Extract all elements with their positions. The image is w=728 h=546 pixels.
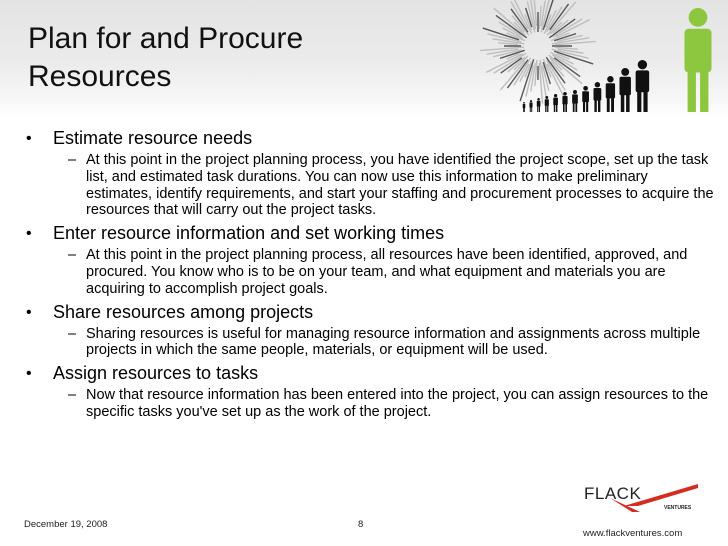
sunburst-illustration	[480, 0, 596, 104]
sunburst-ray	[498, 43, 518, 45]
logo-subtext: VENTURES	[664, 505, 692, 511]
title-line-2: Resources	[28, 60, 172, 93]
bullet-item-2: • Enter resource information and set working times – At this point in the project planning process, all resources have been identified, approved, and procured. You know who is to be on your team, and what equipment and materials you are acquiring to accomplish project goals.	[26, 223, 688, 297]
title-line-1: Plan for and Procure	[28, 22, 304, 55]
person-figure	[523, 102, 526, 112]
person-figure	[537, 98, 541, 112]
bullet-item-3: • Share resources among projects – Sharing resources is useful for managing resource information and assignments across multiple projects in which the same people, materials, or equipment will be used.	[26, 301, 701, 359]
person-figure	[529, 100, 532, 112]
sunburst-ray	[500, 61, 525, 90]
sub-bullet-text: At this point in the project planning process, you have identified the project scope, set up the task list, and estimated task durations. You can now use this information to make preliminary estimates, identify requirements, and start your staffing and procurement processes to acquire the resources that will carry out the project tasks.	[86, 152, 714, 219]
bullet-list	[24, 128, 714, 425]
page-number: 8	[358, 519, 364, 530]
bullet-item-4: • Assign resources to tasks – Now that resource information has been entered into the project, you can assign resources to the specific tasks you've set up as the work of the project.	[26, 363, 709, 420]
person-figure	[553, 94, 558, 112]
footer-date: December 19, 2008	[24, 519, 108, 530]
person-figure	[684, 8, 711, 112]
slide-title	[28, 20, 428, 96]
person-figure	[636, 60, 650, 112]
website-url: www.flackventures.com	[583, 528, 683, 539]
person-figure	[606, 76, 615, 112]
sub-bullet-text: Sharing resources is useful for managing resource information and assignments across multiple projects in which the same people, materials, or equipment will be used.	[86, 325, 701, 359]
person-figure	[594, 82, 602, 112]
people-figures-illustration	[462, 0, 728, 118]
person-figure	[572, 90, 578, 112]
bullet-text: Share resources among projects	[53, 301, 314, 322]
person-figure	[545, 96, 549, 112]
bullet-text: Estimate resource needs	[53, 128, 253, 148]
sub-bullet-text: Now that resource information has been entered into the project, you can assign resources to the specific tasks you've set up as the work of the project.	[86, 387, 709, 420]
person-figure	[619, 68, 630, 112]
bullet-item-1: • Estimate resource needs – At this point in the project planning process, you have identified the project scope, set up the task list, and estimated task durations. You can now use this information to make preliminary estimates, identify requirements, and start your staffing and procurement processes to acquire the resources that will carry out the project tasks.	[26, 128, 714, 219]
sub-bullet-text: At this point in the project planning process, all resources have been identified, approved, and procured. You know who is to be on your team, and what equipment and materials you are acquiring to accomplish project goals.	[86, 247, 688, 297]
logo-text: FLACK	[584, 484, 642, 503]
bullet-text: Assign resources to tasks	[53, 363, 259, 384]
bullet-text: Enter resource information and set working times	[53, 223, 445, 244]
person-figure	[582, 86, 589, 112]
